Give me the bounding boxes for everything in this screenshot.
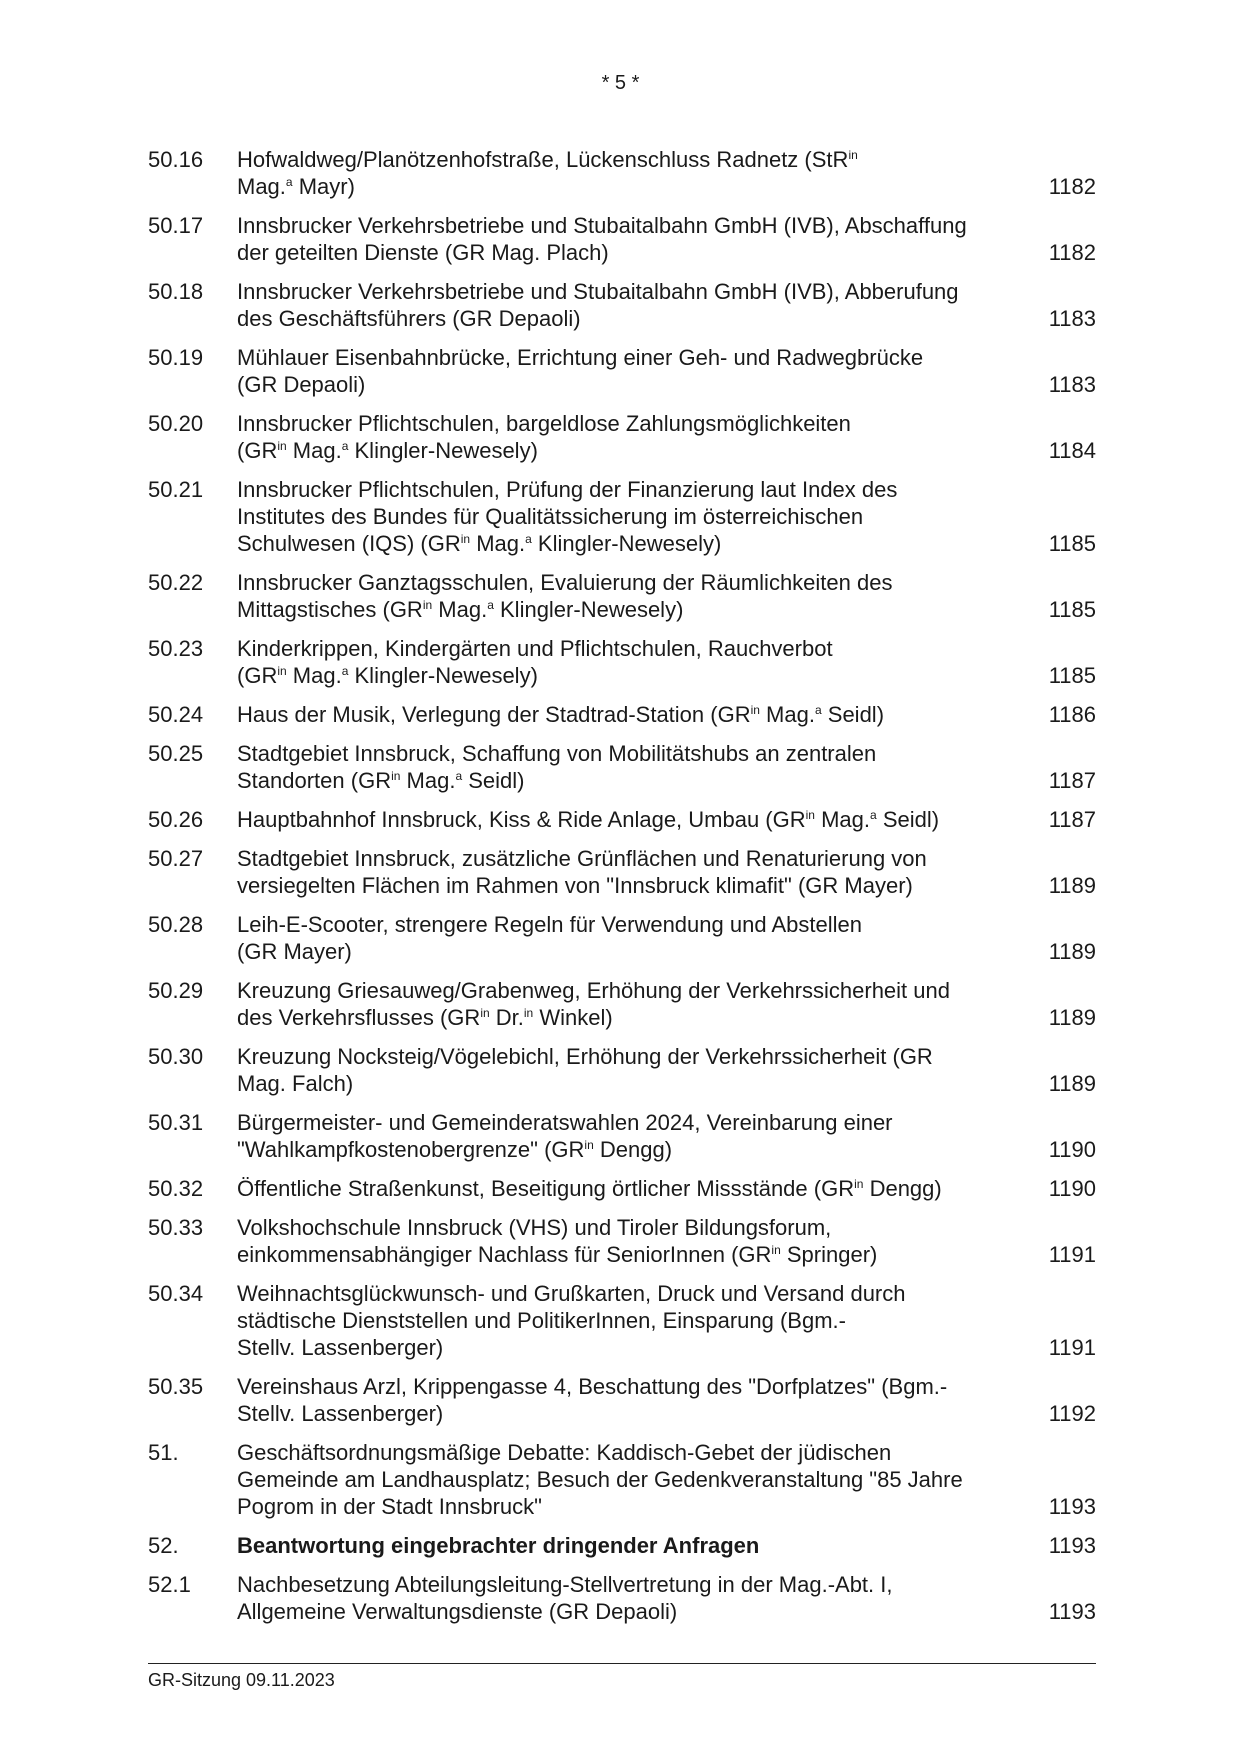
toc-entry-number: 50.35: [148, 1374, 204, 1399]
toc-entry-page: 1189: [1048, 1005, 1096, 1030]
toc-entry-page: 1185: [1048, 663, 1096, 688]
toc-entry-number: 50.16: [148, 147, 204, 172]
toc-entry: [148, 1373, 1096, 1427]
toc-entry-title: Nachbesetzung Abteilungsleitung-Stellvertretung in der Mag.-Abt. I, Allgemeine Verwaltungsdienste (GR Depaoli): [237, 1572, 893, 1624]
footer-text: GR-Sitzung 09.11.2023: [148, 1670, 335, 1690]
toc-entry: [148, 278, 1096, 332]
toc-entry-title: Innsbrucker Pflichtschulen, bargeldlose Zahlungsmöglichkeiten ($GR^{in}$ Mag.$^a$ Klingler-Newesely): [237, 411, 851, 463]
toc-entry-title: Innsbrucker Verkehrsbetriebe und Stubaitalbahn GmbH (IVB), Abberufung des Geschäftsführers (GR Depaoli): [237, 279, 959, 331]
toc-entry-number: 50.22: [148, 570, 204, 595]
toc-entry-page: 1185: [1048, 531, 1096, 556]
toc-entry-page: 1182: [1048, 240, 1096, 265]
toc-entry-number: 50.24: [148, 702, 204, 727]
toc-entry-title: Stadtgebiet Innsbruck, zusätzliche Grünflächen und Renaturierung von versiegelten Flächen im Rahmen von "Innsbruck klimafit" (GR Mayer): [237, 846, 927, 898]
toc-entry-title: Leih-E-Scooter, strengere Regeln für Verwendung und Abstellen (GR Mayer): [237, 912, 862, 964]
toc-entry-number: 50.34: [148, 1281, 204, 1306]
toc-entry-number: 50.28: [148, 912, 204, 937]
toc-entry: [148, 845, 1096, 899]
toc-entry-number: 50.19: [148, 345, 204, 370]
footer-divider: [148, 1663, 1096, 1664]
toc-entry: [148, 701, 1096, 728]
toc-entry: [148, 1043, 1096, 1097]
toc-entry-page: 1192: [1048, 1401, 1096, 1426]
toc-entry-page: 1190: [1048, 1137, 1096, 1162]
toc-entry: [148, 1280, 1096, 1361]
page-number: * 5 *: [601, 72, 640, 94]
toc-entry: [148, 1214, 1096, 1268]
table-of-contents: [148, 146, 1096, 1637]
toc-entry-page: 1191: [1048, 1242, 1096, 1267]
toc-entry-page: 1191: [1048, 1335, 1096, 1360]
toc-entry-page: 1189: [1048, 939, 1096, 964]
toc-entry: [148, 1109, 1096, 1163]
toc-entry: [148, 1175, 1096, 1202]
toc-entry-title: Bürgermeister- und Gemeinderatswahlen 2024, Vereinbarung einer "Wahlkampfkostenobergrenze" ($GR^{in}$ Dengg): [237, 1110, 893, 1162]
toc-entry-page: 1189: [1048, 873, 1096, 898]
toc-entry: [148, 569, 1096, 623]
toc-entry-number: 50.25: [148, 741, 204, 766]
toc-entry-title: Innsbrucker Verkehrsbetriebe und Stubaitalbahn GmbH (IVB), Abschaffung der geteilten Dienste (GR Mag. Plach): [237, 213, 967, 265]
toc-entry: [148, 212, 1096, 266]
toc-entry: [148, 635, 1096, 689]
toc-entry-title: Mühlauer Eisenbahnbrücke, Errichtung einer Geh- und Radwegbrücke (GR Depaoli): [237, 345, 924, 397]
toc-entry-page: 1186: [1048, 702, 1096, 727]
toc-entry: [148, 1532, 1096, 1559]
toc-entry: [148, 806, 1096, 833]
toc-entry: [148, 410, 1096, 464]
toc-entry-title: Kreuzung Nocksteig/Vögelebichl, Erhöhung der Verkehrssicherheit (GR Mag. Falch): [237, 1044, 933, 1096]
toc-entry-number: 50.30: [148, 1044, 204, 1069]
toc-entry-page: 1187: [1048, 768, 1096, 793]
toc-entry-page: 1193: [1048, 1533, 1096, 1558]
toc-entry-number: 52.: [148, 1533, 179, 1558]
toc-entry-title: Volkshochschule Innsbruck (VHS) und Tiroler Bildungsforum, einkommensabhängiger Nachlass für SeniorInnen ($GR^{in}$ Springer): [237, 1215, 878, 1267]
toc-entry: [148, 911, 1096, 965]
toc-entry-number: 50.21: [148, 477, 204, 502]
toc-entry-number: 50.20: [148, 411, 204, 436]
toc-entry-page: 1193: [1048, 1599, 1096, 1624]
toc-entry-title: Geschäftsordnungsmäßige Debatte: Kaddisch-Gebet der jüdischen Gemeinde am Landhausplatz; Besuch der Gedenkveranstaltung "85 Jahre Pogrom in der Stadt Innsbruck": [237, 1440, 963, 1519]
toc-entry: [148, 344, 1096, 398]
toc-entry-number: 50.29: [148, 978, 204, 1003]
toc-entry: [148, 1571, 1096, 1625]
toc-entry-title: Öffentliche Straßenkunst, Beseitigung örtlicher Missstände ($GR^{in}$ Dengg): [237, 1176, 942, 1201]
toc-entry-title: Kreuzung Griesauweg/Grabenweg, Erhöhung der Verkehrssicherheit und des Verkehrsflusses ($GR^{in}$ Dr.$^{in}$ Winkel): [237, 978, 950, 1030]
toc-entry-title: Hofwaldweg/Planötzenhofstraße, Lückenschluss Radnetz (StR$^{in}$ Mag.$^a$ Mayr): [237, 147, 858, 199]
toc-entry-page: 1189: [1048, 1071, 1096, 1096]
toc-entry-title: Stadtgebiet Innsbruck, Schaffung von Mobilitätshubs an zentralen Standorten ($GR^{in}$ Mag.$^a$ Seidl): [237, 741, 877, 793]
toc-entry-page: 1183: [1048, 372, 1096, 397]
toc-entry-title: Vereinshaus Arzl, Krippengasse 4, Beschattung des "Dorfplatzes" (Bgm.- Stellv. Lassenberger): [237, 1374, 948, 1426]
toc-entry: [148, 977, 1096, 1031]
toc-entry-number: 50.18: [148, 279, 204, 304]
toc-entry: [148, 1439, 1096, 1520]
toc-entry-number: 50.33: [148, 1215, 204, 1240]
toc-entry-number: 50.17: [148, 213, 204, 238]
toc-entry-title: Beantwortung eingebrachter dringender Anfragen: [237, 1533, 760, 1558]
toc-entry: [148, 740, 1096, 794]
toc-entry-page: 1190: [1048, 1176, 1096, 1201]
toc-entry-number: 50.27: [148, 846, 204, 871]
toc-entry-page: 1183: [1048, 306, 1096, 331]
toc-entry-title: Innsbrucker Pflichtschulen, Prüfung der Finanzierung laut Index des Institutes des Bundes für Qualitätssicherung im österreichischen Schulwesen (IQS) ($GR^{in}$ Mag.$^a$ Klingler-Newesely): [237, 477, 898, 556]
toc-entry-page: 1187: [1048, 807, 1096, 832]
toc-entry: [148, 476, 1096, 557]
toc-entry-title: Kinderkrippen, Kindergärten und Pflichtschulen, Rauchverbot ($GR^{in}$ Mag.$^a$ Klingler-Newesely): [237, 636, 833, 688]
toc-entry-title: Haus der Musik, Verlegung der Stadtrad-Station ($GR^{in}$ Mag.$^a$ Seidl): [237, 702, 885, 727]
toc-entry: [148, 146, 1096, 200]
toc-entry-page: 1185: [1048, 597, 1096, 622]
toc-entry-page: 1193: [1048, 1494, 1096, 1519]
toc-entry-number: 52.1: [148, 1572, 191, 1597]
toc-entry-number: 50.23: [148, 636, 204, 661]
toc-entry-page: 1184: [1048, 438, 1096, 463]
toc-entry-number: 50.32: [148, 1176, 204, 1201]
toc-entry-title: Hauptbahnhof Innsbruck, Kiss & Ride Anlage, Umbau ($GR^{in}$ Mag.$^a$ Seidl): [237, 807, 940, 832]
toc-entry-number: 50.31: [148, 1110, 204, 1135]
toc-entry-number: 51.: [148, 1440, 179, 1465]
toc-entry-page: 1182: [1048, 174, 1096, 199]
toc-entry-title: Weihnachtsglückwunsch- und Grußkarten, Druck und Versand durch städtische Dienststellen und PolitikerInnen, Einsparung (Bgm.- Stellv. Lassenberger): [237, 1281, 906, 1360]
toc-entry-title: Innsbrucker Ganztagsschulen, Evaluierung der Räumlichkeiten des Mittagstisches ($GR^{in}$ Mag.$^a$ Klingler-Newesely): [237, 570, 893, 622]
toc-entry-number: 50.26: [148, 807, 204, 832]
